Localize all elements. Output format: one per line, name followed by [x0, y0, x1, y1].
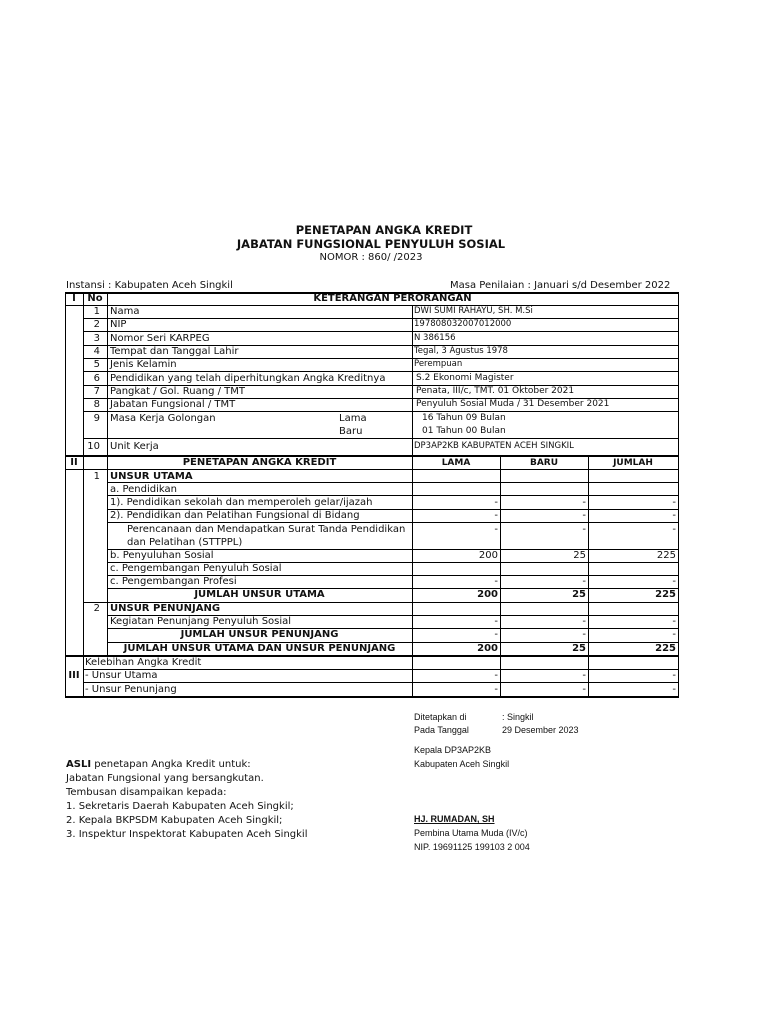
field-value: Tegal, 3 Agustus 1978 [414, 346, 508, 356]
masa-penilaian: Masa Penilaian : Januari s/d Desember 2022 [450, 280, 671, 291]
tanggal-label: Pada Tanggal [414, 725, 469, 735]
doc-number: NOMOR : 860/ /2023 [319, 252, 423, 263]
row-number: 4 [93, 346, 100, 357]
row-number: 6 [93, 373, 100, 384]
field-label: Pendidikan yang telah diperhitungkan Angka Kreditnya [110, 373, 386, 384]
baru-label: Baru [339, 426, 363, 437]
cell-baru: - [582, 670, 586, 681]
ditetapkan-label: Ditetapkan di [414, 712, 467, 722]
cell-jumlah: - [672, 616, 676, 627]
ditetapkan-value: : Singkil [502, 712, 534, 722]
cell-jumlah: - [672, 510, 676, 521]
doc-title: PENETAPAN ANGKA KREDIT [295, 223, 473, 237]
field-label: Nama [110, 306, 140, 317]
row-number: 3 [93, 333, 100, 344]
tembusan-line: Tembusan disampaikan kepada: [66, 787, 227, 798]
kepala-title: Kepala DP3AP2KB [414, 745, 492, 755]
table-row-label: - Unsur Penunjang [85, 684, 177, 695]
cell-jumlah: - [672, 670, 676, 681]
keterangan-header: KETERANGAN PERORANGAN [313, 293, 472, 304]
asli-rest: penetapan Angka Kredit untuk: [91, 759, 251, 770]
no-header: No [87, 293, 103, 304]
cell-jumlah: - [672, 497, 676, 508]
jumlah-total-label: JUMLAH UNSUR UTAMA DAN UNSUR PENUNJANG [123, 643, 396, 654]
field-label: NIP [110, 319, 127, 330]
cell-baru: - [582, 524, 586, 535]
col-jumlah-header: JUMLAH [613, 458, 653, 468]
cell-lama: 200 [477, 643, 498, 654]
jumlah-unsur-penunjang-label: JUMLAH UNSUR PENUNJANG [180, 629, 339, 640]
cell-lama: - [494, 670, 498, 681]
field-value: S.2 Ekonomi Magister [416, 373, 514, 383]
baru-value: 01 Tahun 00 Bulan [422, 426, 506, 436]
instansi: Instansi : Kabupaten Aceh Singkil [66, 280, 233, 291]
field-label: Jenis Kelamin [110, 359, 177, 370]
cell-lama: 200 [477, 589, 498, 600]
field-value: Penata, III/c, TMT. 01 Oktober 2021 [416, 386, 575, 396]
field-label: Nomor Seri KARPEG [110, 333, 210, 344]
row-number: 2 [93, 603, 100, 614]
row-number: 5 [93, 359, 100, 370]
cell-jumlah: 225 [655, 643, 676, 654]
row-number: 10 [87, 441, 100, 452]
field-label: Jabatan Fungsional / TMT [110, 399, 236, 410]
unsur-penunjang-label: UNSUR PENUNJANG [110, 603, 221, 614]
field-value: DWI SUMI RAHAYU, SH. M.Si [414, 306, 533, 316]
unsur-utama-label: UNSUR UTAMA [110, 471, 193, 482]
section-iii-roman: III [68, 670, 80, 681]
table-row-label: c. Pengembangan Profesi [110, 576, 237, 587]
cell-lama: - [494, 497, 498, 508]
field-value: 197808032007012000 [414, 319, 512, 329]
table-row-label: dan Pelatihan (STTPPL) [127, 537, 243, 548]
field-value: DP3AP2KB KABUPATEN ACEH SINGKIL [414, 441, 574, 451]
field-value: N 386156 [414, 333, 456, 343]
cell-jumlah: 225 [655, 589, 676, 600]
table-row-label: - Unsur Utama [85, 670, 158, 681]
cell-lama: - [494, 684, 498, 695]
field-value: Perempuan [414, 359, 463, 369]
table-row-label: b. Penyuluhan Sosial [110, 550, 214, 561]
pendidikan-label: a. Pendidikan [110, 484, 177, 495]
section-ii-roman: II [70, 457, 78, 468]
table-row-label: 1). Pendidikan sekolah dan memperoleh gelar/ijazah [110, 497, 373, 508]
jabatan-line: Jabatan Fungsional yang bersangkutan. [66, 773, 264, 784]
cell-lama: - [494, 576, 498, 587]
asli-line [66, 759, 251, 770]
jumlah-unsur-utama-label: JUMLAH UNSUR UTAMA [194, 589, 325, 600]
field-label: Masa Kerja Golongan [110, 413, 216, 424]
cell-lama: - [494, 510, 498, 521]
cell-jumlah: - [672, 629, 676, 640]
cell-jumlah: - [672, 524, 676, 535]
col-lama-header: LAMA [441, 458, 471, 468]
col-baru-header: BARU [529, 458, 559, 468]
signer-rank: Pembina Utama Muda (IV/c) [414, 828, 528, 838]
cell-lama: 200 [478, 550, 498, 561]
cell-baru: - [582, 629, 586, 640]
cell-baru: - [582, 510, 586, 521]
cell-baru: - [582, 616, 586, 627]
field-label: Unit Kerja [110, 441, 159, 452]
row-number: 1 [93, 471, 100, 482]
field-label: Pangkat / Gol. Ruang / TMT [110, 386, 246, 397]
cell-baru: 25 [573, 550, 586, 561]
cc-item: 1. Sekretaris Daerah Kabupaten Aceh Singkil; [66, 801, 294, 812]
kepala-unit: Kabupaten Aceh Singkil [414, 759, 510, 769]
row-number: 9 [93, 413, 100, 424]
penetapan-header: PENETAPAN ANGKA KREDIT [182, 457, 337, 468]
row-number: 8 [93, 399, 100, 410]
section-i-roman: I [72, 293, 76, 304]
cell-baru: 25 [572, 643, 586, 654]
row-number: 7 [93, 386, 100, 397]
table-row-label: 2). Pendidikan dan Pelatihan Fungsional di Bidang [110, 510, 360, 521]
cell-jumlah: 225 [656, 550, 676, 561]
lama-label: Lama [339, 413, 367, 424]
cell-baru: - [582, 684, 586, 695]
field-value: Penyuluh Sosial Muda / 31 Desember 2021 [416, 399, 610, 409]
doc-subtitle: JABATAN FUNGSIONAL PENYULUH SOSIAL [236, 237, 506, 251]
lama-value: 16 Tahun 09 Bulan [422, 413, 506, 423]
table-row-label: Kelebihan Angka Kredit [85, 657, 202, 668]
cell-baru: - [582, 576, 586, 587]
cell-baru: 25 [572, 589, 586, 600]
cell-lama: - [494, 524, 498, 535]
table-row-label: c. Pengembangan Penyuluh Sosial [110, 563, 282, 574]
cc-item: 2. Kepala BKPSDM Kabupaten Aceh Singkil; [66, 815, 283, 826]
signer-nip: NIP. 19691125 199103 2 004 [414, 842, 530, 852]
cell-jumlah: - [672, 576, 676, 587]
table-row-label: Perencanaan dan Mendapatkan Surat Tanda Pendidikan [127, 524, 406, 535]
table-row-label: Kegiatan Penunjang Penyuluh Sosial [110, 616, 292, 627]
cell-baru: - [582, 497, 586, 508]
cell-lama: - [494, 629, 498, 640]
field-label: Tempat dan Tanggal Lahir [110, 346, 239, 357]
row-number: 2 [93, 319, 100, 330]
cc-item: 3. Inspektur Inspektorat Kabupaten Aceh Singkil [66, 829, 308, 840]
cell-jumlah: - [672, 684, 676, 695]
asli-bold: ASLI [66, 759, 92, 770]
signer-name: HJ. RUMADAN, SH [414, 814, 495, 824]
row-number: 1 [93, 306, 100, 317]
tanggal-value: 29 Desember 2023 [502, 725, 579, 735]
cell-lama: - [494, 616, 498, 627]
